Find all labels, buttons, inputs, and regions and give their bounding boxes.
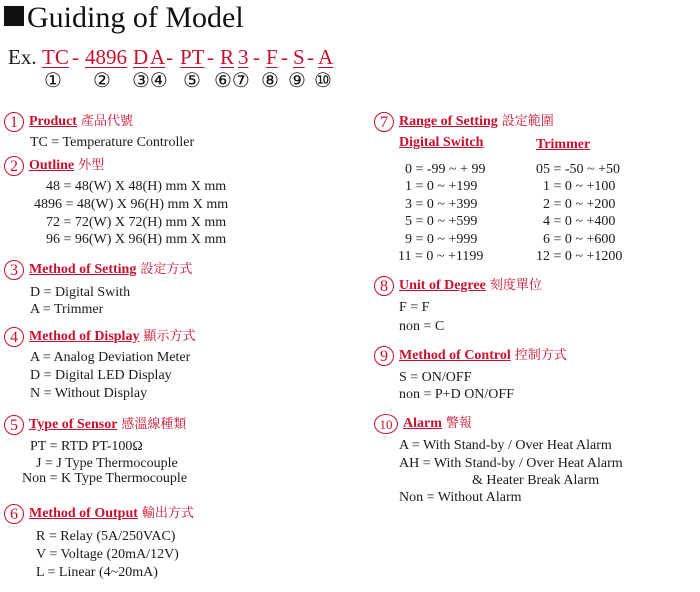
alarm-line: A = With Stand-by / Over Heat Alarm (399, 438, 612, 453)
ds-row: 9 = 0 ~ +999 (405, 232, 478, 247)
outline-line: 72 = 72(W) X 72(H) mm X mm (46, 215, 227, 230)
code-token: - (72, 45, 79, 69)
number-circle-icon: 4 (4, 327, 24, 347)
outline-line: 48 = 48(W) X 48(H) mm X mm (46, 179, 227, 194)
output-line: V = Voltage (20mA/12V) (36, 547, 179, 562)
code-token: S (293, 45, 305, 69)
section-setting-heading: 3 Method of Setting 設定方式 (4, 259, 192, 280)
code-token: - (281, 45, 288, 69)
control-line: S = ON/OFF (399, 370, 472, 385)
number-circle-icon: 7 (374, 112, 394, 132)
digital-switch-heading: Digital Switch (399, 135, 484, 150)
code-token: - (307, 45, 314, 69)
alarm-line: AH = With Stand-by / Over Heat Alarm (399, 456, 623, 471)
position-marker: ② (93, 70, 111, 92)
sensor-line: PT = RTD PT-100Ω (30, 439, 143, 454)
code-token: PT (180, 45, 205, 69)
control-line: non = P+D ON/OFF (399, 387, 514, 402)
number-circle-icon: 5 (4, 415, 24, 435)
position-marker: ⑩ (314, 70, 332, 92)
number-circle-icon: 3 (4, 260, 24, 280)
section-control-heading: 9 Method of Control 控制方式 (374, 345, 567, 366)
section-alarm-heading: 10 Alarm 警報 (374, 413, 472, 434)
product-line: TC = Temperature Controller (30, 135, 195, 150)
section-sensor-heading: 5 Type of Sensor 感溫線種類 (4, 414, 186, 435)
section-product-heading: 1 Product 產品代號 (4, 111, 133, 132)
square-bullet-icon (4, 6, 24, 26)
ds-row: 1 = 0 ~ +199 (405, 179, 478, 194)
position-marker: ⑥⑦ (214, 70, 250, 92)
tr-row: 6 = 0 ~ +600 (543, 232, 616, 247)
unit-line: F = F (399, 300, 430, 315)
code-token: F (266, 45, 278, 69)
code-token: 4896 (85, 45, 127, 69)
code-token: - (207, 45, 214, 69)
ds-row: 5 = 0 ~ +599 (405, 214, 478, 229)
code-token: TC (42, 45, 69, 69)
sensor-line: J = J Type Thermocouple (36, 456, 178, 471)
outline-line: 96 = 96(W) X 96(H) mm X mm (46, 232, 227, 247)
code-token: D (133, 45, 149, 69)
ds-row: 11 = 0 ~ +1199 (398, 249, 484, 264)
setting-line: D = Digital Swith (30, 285, 131, 300)
code-token: - (253, 45, 260, 69)
tr-row: 2 = 0 ~ +200 (543, 197, 616, 212)
position-marker: ⑧ (261, 70, 279, 92)
section-range-heading: 7 Range of Setting 設定範圍 (374, 111, 554, 132)
number-circle-icon: 10 (374, 414, 398, 434)
number-circle-icon: 2 (4, 156, 24, 176)
code-token: - (166, 45, 173, 69)
alarm-line: Non = Without Alarm (399, 490, 522, 505)
ds-row: 0 = -99 ~ + 99 (405, 162, 486, 177)
output-line: R = Relay (5A/250VAC) (36, 529, 176, 544)
number-circle-icon: 8 (374, 276, 394, 296)
setting-line: A = Trimmer (30, 302, 104, 317)
position-marker: ⑨ (288, 70, 306, 92)
position-marker: ① (44, 70, 62, 92)
code-token: R (220, 45, 235, 69)
unit-line: non = C (399, 319, 445, 334)
number-circle-icon: 6 (4, 504, 24, 524)
display-line: A = Analog Deviation Meter (30, 350, 191, 365)
page-title: Guiding of Model (4, 0, 244, 36)
position-marker: ⑤ (183, 70, 201, 92)
section-unit-heading: 8 Unit of Degree 刻度單位 (374, 275, 542, 296)
position-marker: ③④ (132, 70, 168, 92)
code-token: A (318, 45, 334, 69)
section-output-heading: 6 Method of Output 輸出方式 (4, 503, 194, 524)
display-line: D = Digital LED Display (30, 368, 172, 383)
tr-row: 1 = 0 ~ +100 (543, 179, 616, 194)
number-circle-icon: 9 (374, 346, 394, 366)
display-line: N = Without Display (30, 386, 148, 401)
tr-row: 12 = 0 ~ +1200 (536, 249, 623, 264)
outline-line: 4896 = 48(W) X 96(H) mm X mm (34, 197, 229, 212)
code-token: 3 (238, 45, 249, 69)
trimmer-heading: Trimmer (536, 137, 591, 152)
section-outline-heading: 2 Outline 外型 (4, 155, 104, 176)
tr-row: 4 = 0 ~ +400 (543, 214, 616, 229)
alarm-line: & Heater Break Alarm (472, 473, 600, 488)
tr-row: 05 = -50 ~ +50 (536, 162, 621, 177)
sensor-line: Non = K Type Thermocouple (22, 471, 188, 486)
ds-row: 3 = 0 ~ +399 (405, 197, 478, 212)
output-line: L = Linear (4~20mA) (36, 565, 158, 580)
section-display-heading: 4 Method of Display 顯示方式 (4, 326, 195, 347)
code-token: A (150, 45, 166, 69)
example-prefix: Ex. (8, 45, 37, 69)
number-circle-icon: 1 (4, 112, 24, 132)
